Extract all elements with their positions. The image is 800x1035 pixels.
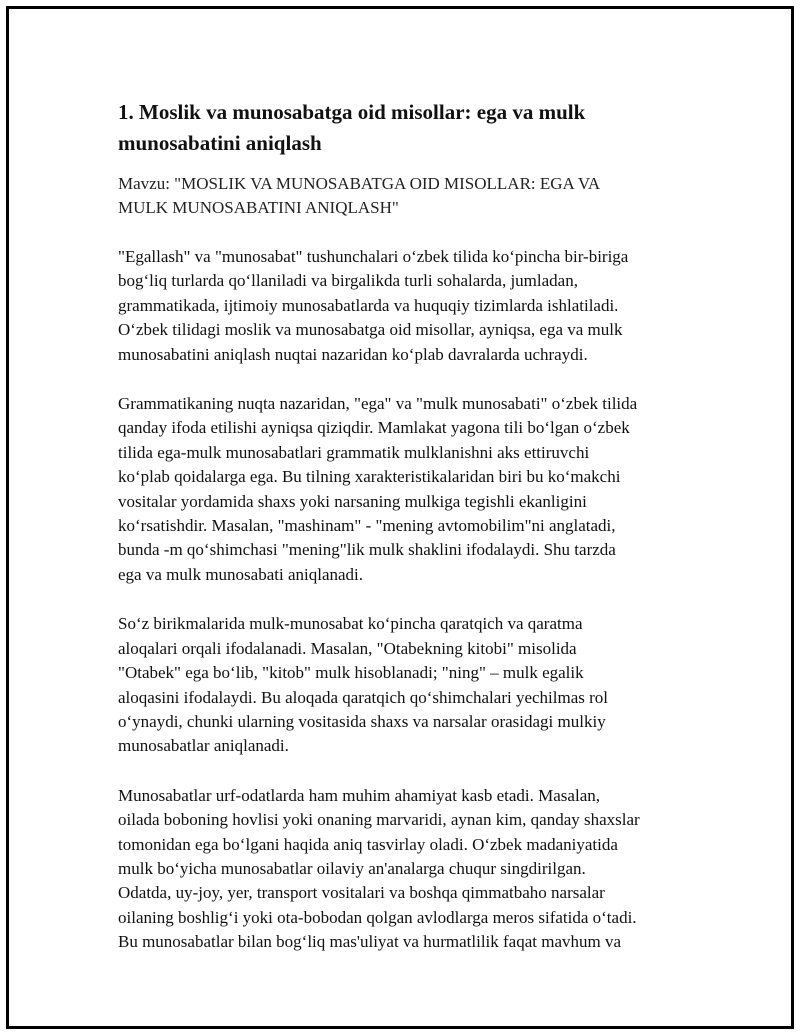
paragraph-line: munosabatini aniqlash nuqtai nazaridan koʻplab davralarda uchraydi.	[118, 344, 588, 364]
paragraph-line: Bu munosabatlar bilan bogʻliq mas'uliyat va hurmatlilik faqat mavhum va	[118, 932, 622, 952]
paragraph-line: bogʻliq turlarda qoʻllaniladi va birgalikda turli sohalarda, jumladan,	[118, 271, 578, 291]
paragraph-line: oʻynaydi, chunki ularning vositasida shaxs va narsalar orasidagi mulkiy	[118, 711, 606, 731]
paragraph-line: tomonidan ega boʻlgani haqida aniq tasvirlay oladi. Oʻzbek madaniyatida	[118, 834, 618, 854]
heading-line: 1. Moslik va munosabatga oid misollar: ega va mulk	[118, 100, 586, 124]
paragraph-line: Odatda, uy-joy, yer, transport vositalari va boshqa qimmatbaho narsalar	[118, 883, 605, 903]
paragraph-line: oilaning boshligʻi yoki ota-bobodan qolgan avlodlarga meros sifatida oʻtadi.	[118, 907, 637, 927]
paragraph-line: oilada boboning hovlisi yoki onaning marvaridi, aynan kim, qanday shaxslar	[118, 810, 640, 830]
topic-text-line: MULK MUNOSABATINI ANIQLASH"	[118, 198, 399, 217]
paragraph-3	[118, 612, 693, 758]
heading-line: munosabatini aniqlash	[118, 131, 322, 155]
page-frame	[6, 6, 794, 1029]
paragraph-1	[118, 245, 693, 367]
paragraph-line: aloqasini ifodalaydi. Bu aloqada qaratqich qoʻshimchalari yechilmas rol	[118, 687, 609, 707]
paragraph-line: qanday ifoda etilishi ayniqsa qiziqdir. Mamlakat yagona tili boʻlgan oʻzbek	[118, 418, 630, 438]
topic-line	[118, 172, 693, 220]
paragraph-line: Oʻzbek tilidagi moslik va munosabatga oid misollar, ayniqsa, ega va mulk	[118, 320, 623, 340]
document-body	[118, 97, 693, 955]
paragraph-line: tilida ega-mulk munosabatlari grammatik mulklanishni aks ettiruvchi	[118, 442, 590, 462]
paragraph-line: aloqalari orqali ifodalanadi. Masalan, "Otabekning kitobi" misolida	[118, 638, 577, 658]
paragraph-line: "Otabek" ega boʻlib, "kitob" mulk hisoblanadi; "ning" – mulk egalik	[118, 663, 584, 683]
paragraph-line: Grammatikaning nuqta nazaridan, "ega" va "mulk munosabati" oʻzbek tilida	[118, 394, 638, 414]
paragraph-4	[118, 784, 693, 955]
topic-text-line: Mavzu: "MOSLIK VA MUNOSABATGA OID MISOLLAR: EGA VA	[118, 174, 601, 193]
paragraph-2	[118, 392, 693, 587]
paragraph-line: ega va mulk munosabati aniqlanadi.	[118, 564, 364, 584]
paragraph-line: Munosabatlar urf-odatlarda ham muhim ahamiyat kasb etadi. Masalan,	[118, 785, 600, 805]
paragraph-line: vositalar yordamida shaxs yoki narsaning mulkiga tegishli ekanligini	[118, 491, 587, 511]
paragraph-line: grammatikada, ijtimoiy munosabatlarda va huquqiy tizimlarda ishlatiladi.	[118, 295, 619, 315]
paragraph-line: koʻrsatishdir. Masalan, "mashinam" - "mening avtomobilim"ni anglatadi,	[118, 516, 616, 536]
paragraph-line: mulk boʻyicha munosabatlar oilaviy an'analarga chuqur singdirilgan.	[118, 858, 586, 878]
section-heading	[118, 97, 693, 159]
paragraph-line: koʻplab qoidalarga ega. Bu tilning xarakteristikalaridan biri bu koʻmakchi	[118, 467, 621, 487]
paragraph-line: bunda -m qoʻshimchasi "mening"lik mulk shaklini ifodalaydi. Shu tarzda	[118, 540, 616, 560]
paragraph-line: "Egallash" va "munosabat" tushunchalari oʻzbek tilida koʻpincha bir-biriga	[118, 247, 629, 266]
paragraph-line: Soʻz birikmalarida mulk-munosabat koʻpincha qaratqich va qaratma	[118, 614, 583, 634]
paragraph-line: munosabatlar aniqlanadi.	[118, 736, 289, 756]
